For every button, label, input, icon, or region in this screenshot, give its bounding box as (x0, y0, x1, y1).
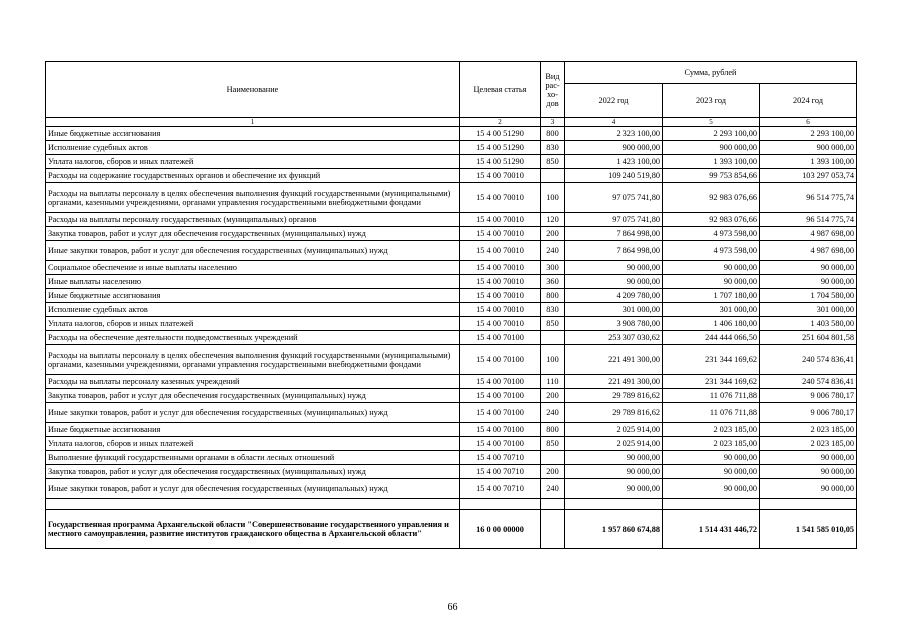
column-index: 6 (760, 118, 857, 127)
row-sum-2022: 3 908 780,00 (565, 317, 663, 331)
table-row (46, 289, 857, 303)
row-sum-2022: 97 075 741,80 (565, 213, 663, 227)
row-sum-2023: 231 344 169,62 (663, 375, 760, 389)
row-name: Социальное обеспечение и иные выплаты населению (46, 261, 460, 275)
row-target-article: 15 4 00 70010 (460, 261, 541, 275)
row-expense-type: 850 (541, 437, 565, 451)
budget-table (45, 61, 857, 549)
row-name: Расходы на выплаты персоналу государственных (муниципальных) органов (46, 213, 460, 227)
row-target-article: 15 4 00 51290 (460, 127, 541, 141)
total-sum-2024: 1 541 585 010,05 (760, 510, 857, 549)
header-year-2023: 2023 год (663, 84, 760, 118)
row-target-article: 15 4 00 70010 (460, 169, 541, 183)
row-sum-2023: 99 753 854,66 (663, 169, 760, 183)
row-sum-2022: 4 209 780,00 (565, 289, 663, 303)
row-sum-2022: 2 025 914,00 (565, 437, 663, 451)
row-sum-2024: 2 023 185,00 (760, 437, 857, 451)
row-target-article: 15 4 00 70010 (460, 183, 541, 213)
row-expense-type (541, 331, 565, 345)
row-sum-2023: 11 076 711,88 (663, 403, 760, 423)
table-row (46, 479, 857, 499)
row-name: Иные закупки товаров, работ и услуг для обеспечения государственных (муниципальных) нужд (46, 241, 460, 261)
row-sum-2024: 90 000,00 (760, 465, 857, 479)
column-index-row (46, 118, 857, 127)
row-sum-2022: 301 000,00 (565, 303, 663, 317)
row-sum-2024: 240 574 836,41 (760, 375, 857, 389)
row-expense-type: 300 (541, 261, 565, 275)
table-row (46, 213, 857, 227)
row-expense-type: 100 (541, 183, 565, 213)
row-sum-2022: 221 491 300,00 (565, 345, 663, 375)
row-name: Иные бюджетные ассигнования (46, 423, 460, 437)
spacer-cell (760, 499, 857, 510)
row-expense-type: 850 (541, 317, 565, 331)
row-sum-2024: 9 006 780,17 (760, 403, 857, 423)
table-row (46, 331, 857, 345)
table-row (46, 183, 857, 213)
table-row (46, 275, 857, 289)
row-sum-2024: 240 574 836,41 (760, 345, 857, 375)
row-sum-2024: 301 000,00 (760, 303, 857, 317)
table-row (46, 465, 857, 479)
spacer-cell (46, 499, 460, 510)
spacer-cell (460, 499, 541, 510)
row-expense-type: 240 (541, 403, 565, 423)
header-year-2022: 2022 год (565, 84, 663, 118)
total-name: Государственная программа Архангельской области "Совершенствование государственного управления и местного самоуправления, развитие институтов гражданского общества в Архангельской области" (46, 510, 460, 549)
row-name: Уплата налогов, сборов и иных платежей (46, 317, 460, 331)
row-target-article: 15 4 00 70010 (460, 241, 541, 261)
column-index: 1 (46, 118, 460, 127)
row-name: Иные бюджетные ассигнования (46, 289, 460, 303)
table-header (46, 62, 857, 118)
row-expense-type: 830 (541, 141, 565, 155)
row-sum-2024: 90 000,00 (760, 261, 857, 275)
row-sum-2022: 2 025 914,00 (565, 423, 663, 437)
row-name: Расходы на обеспечение деятельности подведомственных учреждений (46, 331, 460, 345)
row-sum-2022: 2 323 100,00 (565, 127, 663, 141)
row-sum-2024: 251 604 801,58 (760, 331, 857, 345)
column-index: 2 (460, 118, 541, 127)
row-target-article: 15 4 00 70100 (460, 437, 541, 451)
header-target-article: Целевая статья (460, 62, 541, 118)
row-target-article: 15 4 00 70710 (460, 451, 541, 465)
row-name: Иные закупки товаров, работ и услуг для обеспечения государственных (муниципальных) нужд (46, 403, 460, 423)
row-sum-2024: 1 403 580,00 (760, 317, 857, 331)
header-sum: Сумма, рублей (565, 62, 857, 84)
row-sum-2024: 90 000,00 (760, 479, 857, 499)
spacer-row (46, 499, 857, 510)
row-name: Исполнение судебных актов (46, 303, 460, 317)
row-sum-2022: 221 491 300,00 (565, 375, 663, 389)
row-sum-2022: 90 000,00 (565, 451, 663, 465)
row-target-article: 15 4 00 70010 (460, 213, 541, 227)
spacer-cell (541, 499, 565, 510)
row-sum-2023: 4 973 598,00 (663, 241, 760, 261)
row-name: Исполнение судебных актов (46, 141, 460, 155)
row-sum-2023: 92 983 076,66 (663, 213, 760, 227)
row-sum-2022: 90 000,00 (565, 275, 663, 289)
row-sum-2023: 90 000,00 (663, 261, 760, 275)
row-name: Иные закупки товаров, работ и услуг для обеспечения государственных (муниципальных) нужд (46, 479, 460, 499)
row-name: Расходы на выплаты персоналу в целях обеспечения выполнения функций государственными (муниципальными) органами, казенными учреждениями, органами управления государственными внебюджетными фондами (46, 183, 460, 213)
row-expense-type: 830 (541, 303, 565, 317)
row-target-article: 15 4 00 70100 (460, 423, 541, 437)
row-sum-2022: 29 789 816,62 (565, 389, 663, 403)
row-target-article: 15 4 00 70100 (460, 375, 541, 389)
table-row (46, 261, 857, 275)
row-target-article: 15 4 00 70010 (460, 289, 541, 303)
row-sum-2023: 4 973 598,00 (663, 227, 760, 241)
row-expense-type: 800 (541, 127, 565, 141)
row-expense-type: 240 (541, 479, 565, 499)
row-name: Расходы на содержание государственных органов и обеспечение их функций (46, 169, 460, 183)
table-row (46, 303, 857, 317)
row-sum-2024: 1 704 580,00 (760, 289, 857, 303)
row-sum-2024: 1 393 100,00 (760, 155, 857, 169)
row-sum-2024: 9 006 780,17 (760, 389, 857, 403)
row-expense-type: 200 (541, 465, 565, 479)
row-sum-2024: 96 514 775,74 (760, 213, 857, 227)
table-row (46, 403, 857, 423)
row-sum-2024: 90 000,00 (760, 275, 857, 289)
total-target-article: 16 0 00 00000 (460, 510, 541, 549)
total-expense-type (541, 510, 565, 549)
row-sum-2023: 231 344 169,62 (663, 345, 760, 375)
row-target-article: 15 4 00 70100 (460, 345, 541, 375)
row-name: Иные бюджетные ассигнования (46, 127, 460, 141)
row-expense-type: 240 (541, 241, 565, 261)
spacer-cell (565, 499, 663, 510)
table-row (46, 241, 857, 261)
row-sum-2023: 90 000,00 (663, 479, 760, 499)
row-target-article: 15 4 00 51290 (460, 141, 541, 155)
row-expense-type: 200 (541, 389, 565, 403)
table-row (46, 169, 857, 183)
row-sum-2023: 11 076 711,88 (663, 389, 760, 403)
header-name: Наименование (46, 62, 460, 118)
total-sum-2022: 1 957 860 674,88 (565, 510, 663, 549)
row-sum-2023: 92 983 076,66 (663, 183, 760, 213)
table-row (46, 437, 857, 451)
row-sum-2022: 97 075 741,80 (565, 183, 663, 213)
row-sum-2023: 2 023 185,00 (663, 437, 760, 451)
row-target-article: 15 4 00 70710 (460, 465, 541, 479)
row-expense-type: 200 (541, 227, 565, 241)
row-sum-2024: 103 297 053,74 (760, 169, 857, 183)
row-sum-2022: 7 864 998,00 (565, 227, 663, 241)
row-name: Закупка товаров, работ и услуг для обеспечения государственных (муниципальных) нужд (46, 389, 460, 403)
row-sum-2022: 90 000,00 (565, 479, 663, 499)
row-target-article: 15 4 00 70010 (460, 317, 541, 331)
row-name: Расходы на выплаты персоналу в целях обеспечения выполнения функций государственными (муниципальными) органами, казенными учреждениями, органами управления государственными внебюджетными фондами (46, 345, 460, 375)
row-name: Выполнение функций государственными органами в области лесных отношений (46, 451, 460, 465)
row-sum-2024: 2 023 185,00 (760, 423, 857, 437)
spacer-cell (663, 499, 760, 510)
table-row (46, 141, 857, 155)
row-expense-type (541, 169, 565, 183)
row-expense-type: 800 (541, 423, 565, 437)
row-sum-2022: 7 864 998,00 (565, 241, 663, 261)
row-sum-2022: 900 000,00 (565, 141, 663, 155)
column-index: 5 (663, 118, 760, 127)
row-sum-2024: 4 987 698,00 (760, 227, 857, 241)
row-sum-2023: 90 000,00 (663, 451, 760, 465)
row-sum-2024: 900 000,00 (760, 141, 857, 155)
row-target-article: 15 4 00 70010 (460, 303, 541, 317)
row-expense-type (541, 451, 565, 465)
row-target-article: 15 4 00 70100 (460, 331, 541, 345)
row-sum-2023: 900 000,00 (663, 141, 760, 155)
row-name: Закупка товаров, работ и услуг для обеспечения государственных (муниципальных) нужд (46, 465, 460, 479)
row-expense-type: 800 (541, 289, 565, 303)
row-expense-type: 110 (541, 375, 565, 389)
row-sum-2023: 90 000,00 (663, 465, 760, 479)
row-target-article: 15 4 00 51290 (460, 155, 541, 169)
row-name: Уплата налогов, сборов и иных платежей (46, 437, 460, 451)
row-sum-2022: 29 789 816,62 (565, 403, 663, 423)
row-target-article: 15 4 00 70710 (460, 479, 541, 499)
row-sum-2023: 1 406 180,00 (663, 317, 760, 331)
table-row (46, 155, 857, 169)
header-year-2024: 2024 год (760, 84, 857, 118)
row-target-article: 15 4 00 70100 (460, 403, 541, 423)
page-number: 66 (447, 602, 458, 613)
row-name: Уплата налогов, сборов и иных платежей (46, 155, 460, 169)
row-target-article: 15 4 00 70100 (460, 389, 541, 403)
row-sum-2023: 1 393 100,00 (663, 155, 760, 169)
row-name: Иные выплаты населению (46, 275, 460, 289)
row-expense-type: 360 (541, 275, 565, 289)
row-sum-2024: 96 514 775,74 (760, 183, 857, 213)
row-sum-2023: 2 293 100,00 (663, 127, 760, 141)
row-sum-2023: 2 023 185,00 (663, 423, 760, 437)
table-row (46, 127, 857, 141)
row-sum-2024: 4 987 698,00 (760, 241, 857, 261)
table-row (46, 345, 857, 375)
table-row (46, 317, 857, 331)
row-expense-type: 120 (541, 213, 565, 227)
row-sum-2023: 90 000,00 (663, 275, 760, 289)
row-sum-2022: 1 423 100,00 (565, 155, 663, 169)
row-sum-2022: 109 240 519,80 (565, 169, 663, 183)
row-sum-2024: 2 293 100,00 (760, 127, 857, 141)
column-index: 3 (541, 118, 565, 127)
header-expense-type: Вид рас-хо-дов (541, 62, 565, 118)
row-sum-2023: 301 000,00 (663, 303, 760, 317)
row-sum-2022: 90 000,00 (565, 465, 663, 479)
table-row (46, 375, 857, 389)
program-total-row (46, 510, 857, 549)
row-sum-2024: 90 000,00 (760, 451, 857, 465)
total-sum-2023: 1 514 431 446,72 (663, 510, 760, 549)
table-row (46, 423, 857, 437)
row-sum-2022: 90 000,00 (565, 261, 663, 275)
row-name: Расходы на выплаты персоналу казенных учреждений (46, 375, 460, 389)
row-sum-2023: 244 444 066,50 (663, 331, 760, 345)
row-name: Закупка товаров, работ и услуг для обеспечения государственных (муниципальных) нужд (46, 227, 460, 241)
table-row (46, 389, 857, 403)
table-row (46, 451, 857, 465)
column-index: 4 (565, 118, 663, 127)
row-sum-2022: 253 307 030,62 (565, 331, 663, 345)
table-row (46, 227, 857, 241)
row-expense-type: 100 (541, 345, 565, 375)
row-target-article: 15 4 00 70010 (460, 275, 541, 289)
row-expense-type: 850 (541, 155, 565, 169)
row-target-article: 15 4 00 70010 (460, 227, 541, 241)
row-sum-2023: 1 707 180,00 (663, 289, 760, 303)
table-body (46, 118, 857, 549)
